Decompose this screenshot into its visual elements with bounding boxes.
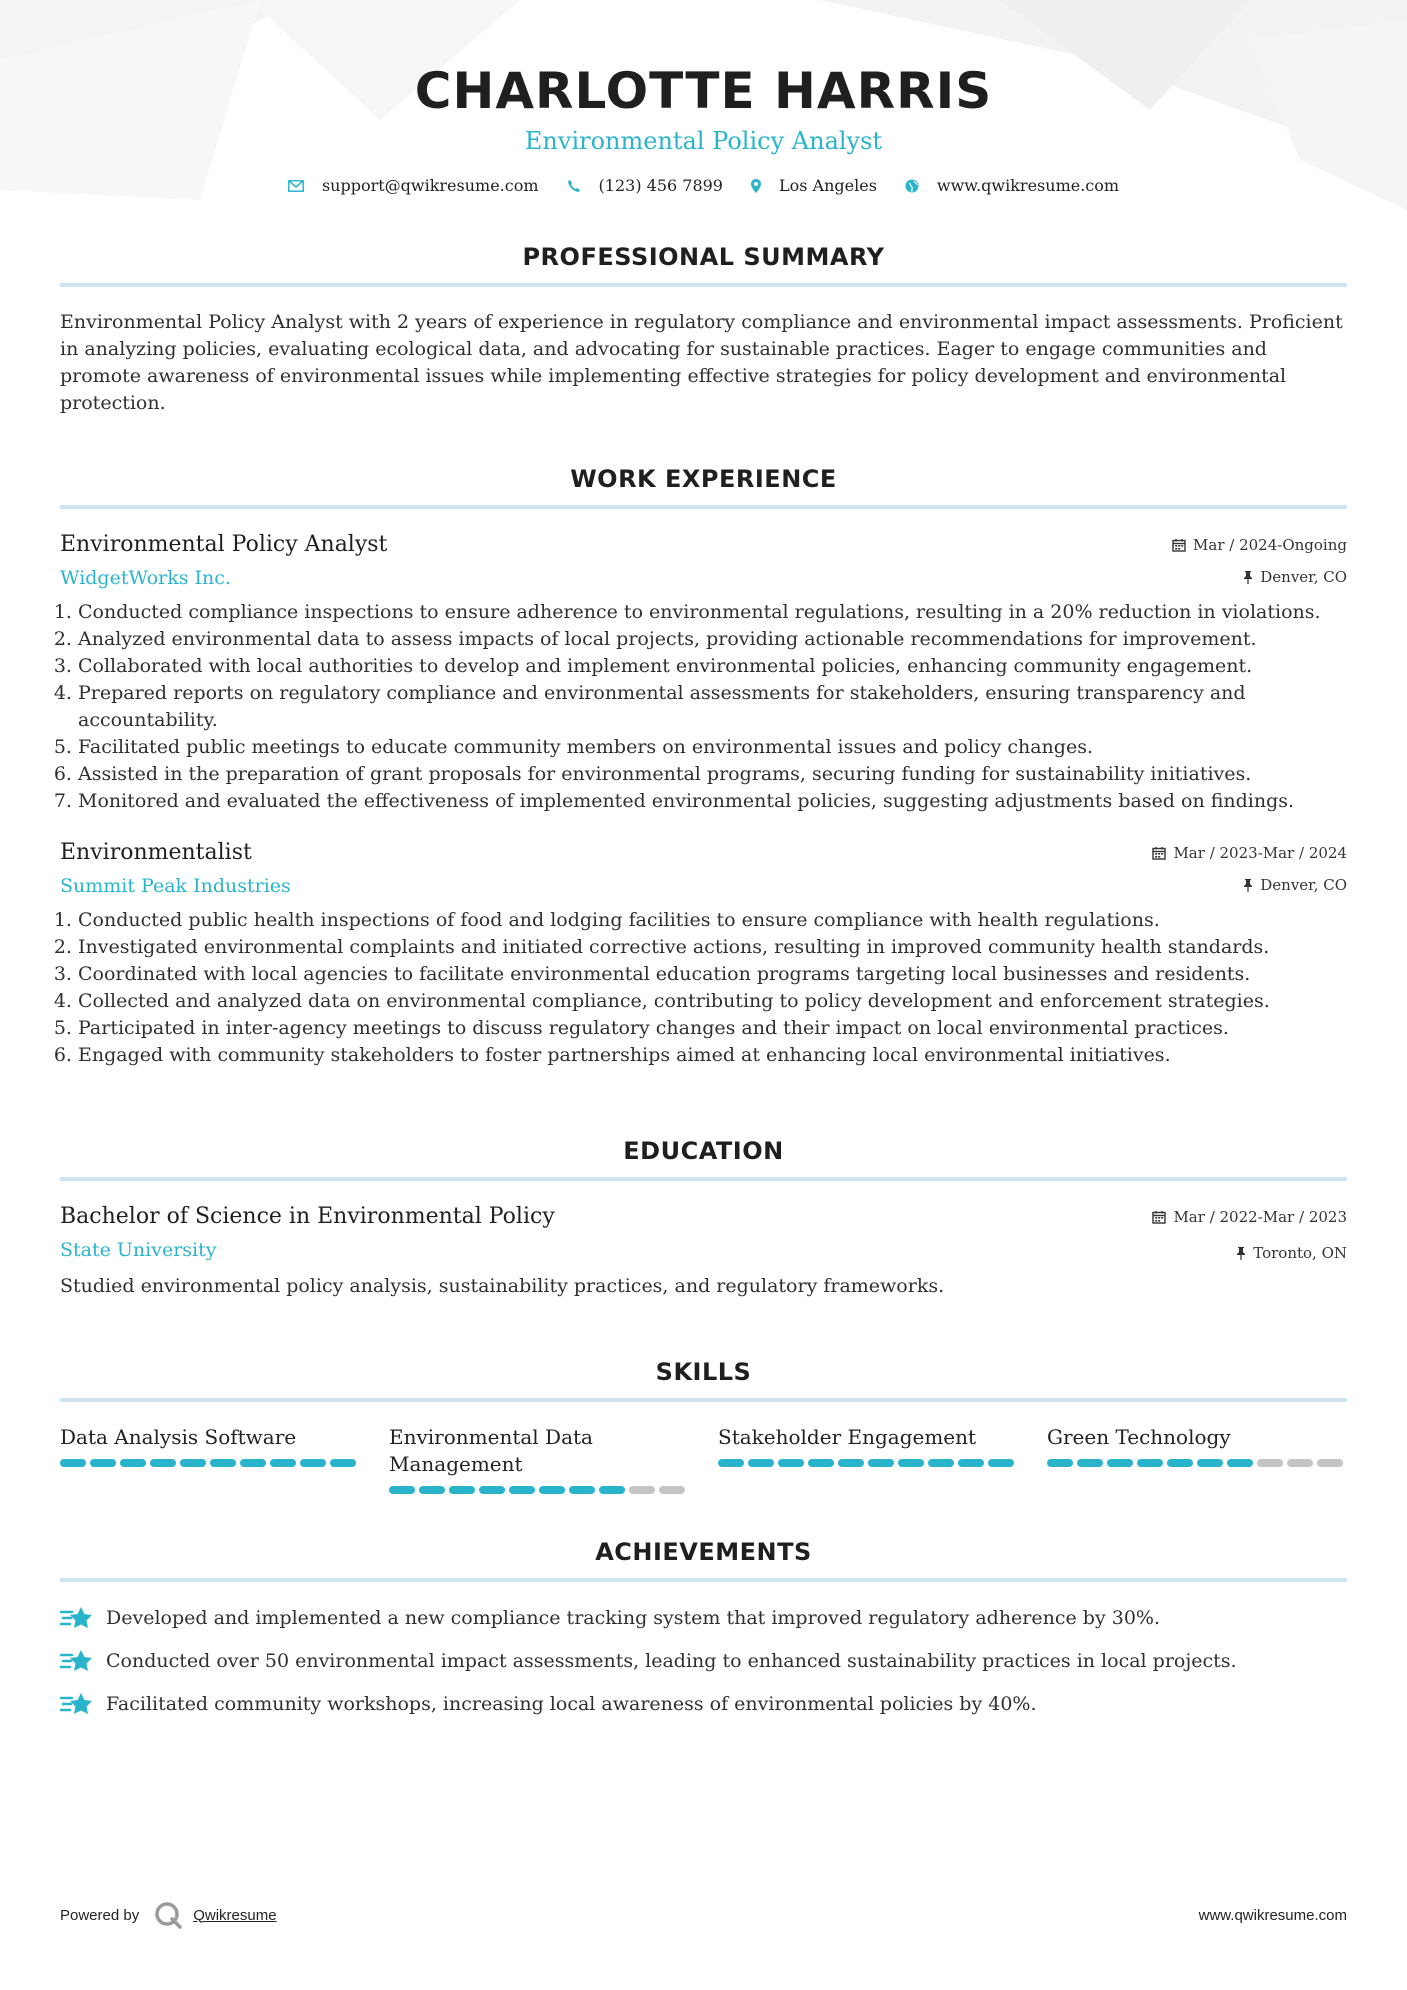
education-description: Studied environmental policy analysis, sustainability practices, and regulatory frameworks. <box>60 1275 945 1297</box>
contact-location <box>751 176 877 195</box>
email-text: support@qwikresume.com <box>321 176 539 195</box>
list-item: 4. Collected and analyzed data on environmental compliance, contributing to policy development and enforcement strategies. <box>78 988 1347 1015</box>
job-bullets <box>60 599 1347 815</box>
skill-segment-filled <box>479 1486 505 1494</box>
experience-title: WORK EXPERIENCE <box>570 465 837 493</box>
skill-segment-filled <box>958 1459 984 1467</box>
skill-name: Data Analysis Software <box>60 1425 297 1449</box>
pushpin-icon <box>1236 1246 1246 1260</box>
job-title: Environmentalist <box>60 840 252 865</box>
achievements-title: ACHIEVEMENTS <box>595 1538 812 1566</box>
job-bullets <box>60 907 1347 1069</box>
section-divider <box>60 1578 1347 1582</box>
skill-name: Environmental Data Management <box>389 1425 593 1476</box>
skill-segment-empty <box>1257 1459 1283 1467</box>
phone-icon <box>567 179 581 193</box>
list-item: 1. Conducted public health inspections of food and lodging facilities to ensure compliance with health regulations. <box>78 907 1347 934</box>
experience-section <box>60 465 1347 1069</box>
achievements-section <box>60 1538 1347 1718</box>
skill-name: Stakeholder Engagement <box>718 1425 977 1449</box>
skill-segment-filled <box>1197 1459 1223 1467</box>
skill-segment-filled <box>1137 1459 1163 1467</box>
company-name: WidgetWorks Inc. <box>60 567 231 589</box>
pushpin-icon <box>1243 570 1253 584</box>
job-date: Mar / 2023-Mar / 2024 <box>1173 844 1347 862</box>
summary-section <box>60 243 1347 417</box>
skill-segment-filled <box>808 1459 834 1467</box>
achievement-item <box>60 1647 1347 1675</box>
skill-segment-filled <box>868 1459 894 1467</box>
list-item: 5. Facilitated public meetings to educate community members on environmental issues and policy changes. <box>78 734 1347 761</box>
job-location: Denver, CO <box>1260 568 1347 586</box>
powered-by-label: Powered by <box>60 1906 140 1924</box>
section-divider <box>60 1177 1347 1181</box>
summary-title: PROFESSIONAL SUMMARY <box>522 243 885 271</box>
company-name: Summit Peak Industries <box>60 875 291 897</box>
section-divider <box>60 505 1347 509</box>
skill-level-bar <box>389 1486 689 1494</box>
skill-level-bar <box>1047 1459 1347 1467</box>
list-item: 2. Analyzed environmental data to assess impacts of local projects, providing actionable recommendations for improvement. <box>78 626 1347 653</box>
skill-name: Green Technology <box>1047 1425 1231 1449</box>
skill-segment-filled <box>569 1486 595 1494</box>
skill-segment-filled <box>1047 1459 1073 1467</box>
list-item: 3. Collaborated with local authorities to develop and implement environmental policies, enhancing community engagement. <box>78 653 1347 680</box>
skill-level-bar <box>718 1459 1018 1467</box>
skill-item <box>60 1424 360 1494</box>
contact-email[interactable] <box>288 176 539 195</box>
skill-segment-filled <box>748 1459 774 1467</box>
skill-segment-filled <box>270 1459 296 1467</box>
achievement-text: Facilitated community workshops, increasing local awareness of environmental policies by 40%. <box>106 1693 1037 1715</box>
phone-text: (123) 456 7899 <box>598 176 723 195</box>
skill-segment-empty <box>1317 1459 1343 1467</box>
globe-icon <box>905 179 919 193</box>
footer-website[interactable]: www.qwikresume.com <box>1198 1906 1347 1924</box>
job-location: Denver, CO <box>1260 876 1347 894</box>
achievements-list <box>60 1604 1347 1718</box>
skill-segment-filled <box>300 1459 326 1467</box>
skill-segment-empty <box>659 1486 685 1494</box>
skill-segment-filled <box>599 1486 625 1494</box>
skill-segment-filled <box>419 1486 445 1494</box>
skill-item <box>389 1424 689 1494</box>
list-item: 7. Monitored and evaluated the effectiveness of implemented environmental policies, suggesting adjustments based on findings. <box>78 788 1347 815</box>
skill-segment-filled <box>60 1459 86 1467</box>
job-title: Environmental Policy Analyst <box>60 532 388 557</box>
achievement-text: Developed and implemented a new compliance tracking system that improved regulatory adherence by 30%. <box>106 1607 1160 1629</box>
skill-segment-filled <box>718 1459 744 1467</box>
job-entry <box>60 839 1347 1069</box>
shooting-star-icon <box>60 1690 94 1718</box>
list-item: 2. Investigated environmental complaints and initiated corrective actions, resulting in improved community health standards. <box>78 934 1347 961</box>
skill-segment-filled <box>898 1459 924 1467</box>
map-pin-icon <box>751 179 761 193</box>
skill-segment-filled <box>90 1459 116 1467</box>
skill-segment-filled <box>778 1459 804 1467</box>
qwikresume-logo-icon <box>153 1900 183 1930</box>
pushpin-icon <box>1243 878 1253 892</box>
calendar-icon <box>1172 538 1186 552</box>
contact-website[interactable] <box>905 176 1119 195</box>
skill-segment-filled <box>120 1459 146 1467</box>
resume-header <box>60 0 1347 195</box>
candidate-name: CHARLOTTE HARRIS <box>414 62 993 120</box>
skill-segment-filled <box>1077 1459 1103 1467</box>
skill-segment-filled <box>240 1459 266 1467</box>
skill-segment-filled <box>539 1486 565 1494</box>
skill-segment-filled <box>928 1459 954 1467</box>
skill-segment-filled <box>1167 1459 1193 1467</box>
calendar-icon <box>1152 1210 1166 1224</box>
list-item: 1. Conducted compliance inspections to ensure adherence to environmental regulations, resulting in a 20% reduction in violations. <box>78 599 1347 626</box>
skill-segment-filled <box>389 1486 415 1494</box>
skills-list <box>60 1424 1347 1494</box>
list-item: 5. Participated in inter-agency meetings to discuss regulatory changes and their impact on local environmental practices. <box>78 1015 1347 1042</box>
skill-segment-filled <box>838 1459 864 1467</box>
education-date: Mar / 2022-Mar / 2023 <box>1173 1208 1347 1226</box>
education-title: EDUCATION <box>623 1137 784 1165</box>
skill-item <box>718 1424 1018 1494</box>
page-footer <box>60 1900 1347 1930</box>
skill-level-bar <box>60 1459 360 1467</box>
list-item: 6. Engaged with community stakeholders to foster partnerships aimed at enhancing local environmental initiatives. <box>78 1042 1347 1069</box>
job-entry <box>60 531 1347 815</box>
list-item: 4. Prepared reports on regulatory compliance and environmental assessments for stakeholders, ensuring transparency and accountability. <box>78 680 1347 734</box>
list-item: 3. Coordinated with local agencies to facilitate environmental education programs targeting local businesses and residents. <box>78 961 1347 988</box>
list-item: 6. Assisted in the preparation of grant proposals for environmental programs, securing funding for sustainability initiatives. <box>78 761 1347 788</box>
job-date: Mar / 2024-Ongoing <box>1193 536 1347 554</box>
achievement-text: Conducted over 50 environmental impact assessments, leading to enhanced sustainability practices in local projects. <box>106 1650 1237 1672</box>
skill-segment-filled <box>1107 1459 1133 1467</box>
skill-segment-filled <box>180 1459 206 1467</box>
skill-segment-filled <box>210 1459 236 1467</box>
website-text: www.qwikresume.com <box>936 176 1120 195</box>
calendar-icon <box>1152 846 1166 860</box>
section-divider <box>60 283 1347 287</box>
degree-title: Bachelor of Science in Environmental Policy <box>60 1204 555 1229</box>
school-name: State University <box>60 1239 217 1261</box>
shooting-star-icon <box>60 1604 94 1632</box>
contact-phone[interactable] <box>567 176 723 195</box>
skill-segment-filled <box>449 1486 475 1494</box>
shooting-star-icon <box>60 1647 94 1675</box>
candidate-role: Environmental Policy Analyst <box>524 127 883 155</box>
qwikresume-link[interactable]: Qwikresume <box>193 1906 277 1924</box>
skill-segment-filled <box>988 1459 1014 1467</box>
skill-segment-filled <box>509 1486 535 1494</box>
skill-item <box>1047 1424 1347 1494</box>
skill-segment-filled <box>1227 1459 1253 1467</box>
summary-text: Environmental Policy Analyst with 2 years of experience in regulatory compliance and environmental impact assessments. Proficient in analyzing policies, evaluating ecological data, and advocating for sustainable practices. Eager to engage communities and promote awareness of environmental issues while implementing effective strategies for policy development and environmental protection. <box>60 311 1343 414</box>
skill-segment-filled <box>150 1459 176 1467</box>
education-section <box>60 1137 1347 1300</box>
location-text: Los Angeles <box>778 176 877 195</box>
envelope-icon <box>288 180 304 192</box>
education-location: Toronto, ON <box>1253 1244 1347 1262</box>
skill-segment-empty <box>1287 1459 1313 1467</box>
skills-title: SKILLS <box>655 1358 752 1386</box>
achievement-item <box>60 1604 1347 1632</box>
skills-section <box>60 1358 1347 1494</box>
section-divider <box>60 1398 1347 1402</box>
achievement-item <box>60 1690 1347 1718</box>
skill-segment-empty <box>629 1486 655 1494</box>
contact-bar <box>60 176 1347 195</box>
skill-segment-filled <box>330 1459 356 1467</box>
